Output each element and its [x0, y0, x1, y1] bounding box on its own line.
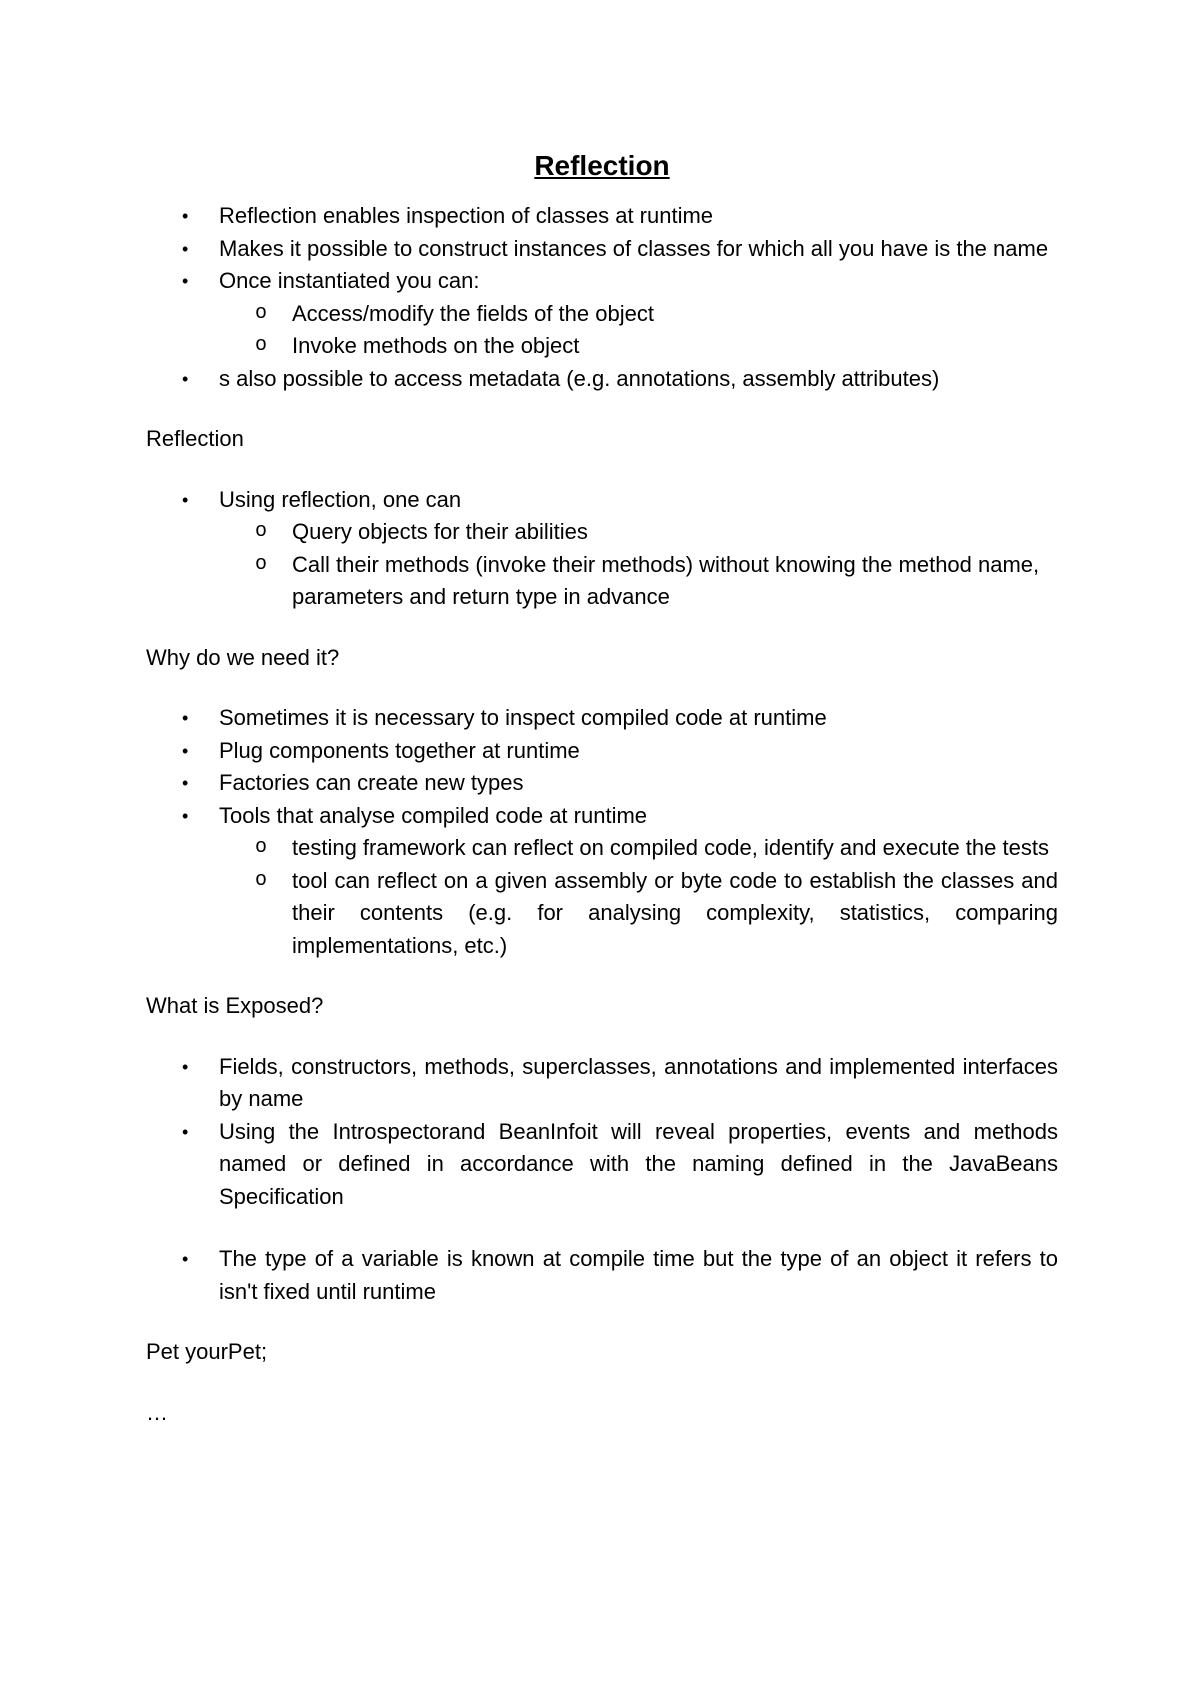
- section-heading-exposed: What is Exposed?: [146, 993, 324, 1018]
- bullet-icon: •: [182, 1249, 189, 1269]
- list-item: [146, 1116, 1058, 1214]
- document-content: [146, 146, 1058, 1457]
- list-item-text: Tools that analyse compiled code at runtime: [219, 802, 648, 828]
- bullet-icon: •: [182, 206, 189, 226]
- sub-list-item-text: testing framework can reflect on compiled code, identify and execute the tests: [292, 835, 1049, 860]
- list-item-text: Using reflection, one can: [219, 486, 462, 512]
- bullet-icon: •: [182, 489, 189, 510]
- intro-list: [146, 200, 1058, 395]
- sub-list: [219, 516, 1058, 614]
- list-item: [146, 484, 1058, 614]
- circle-bullet-icon: o: [255, 552, 268, 576]
- circle-bullet-icon: o: [255, 836, 268, 859]
- why-list: [146, 702, 1058, 962]
- reflection-list: [146, 484, 1058, 614]
- circle-bullet-icon: o: [255, 520, 268, 543]
- bullet-icon: •: [182, 238, 189, 259]
- sub-list: [219, 298, 1058, 363]
- list-item-text: Reflection enables inspection of classes at runtime: [219, 203, 714, 228]
- sub-list-item: [219, 298, 1058, 331]
- sub-list-item: [219, 549, 1058, 614]
- list-item: [146, 735, 1058, 768]
- sub-list-item-text: tool can reflect on a given assembly or byte code to establish the classes and their contents (e.g. for analysing complexity, statistics, comparing implementations, etc.): [292, 867, 1058, 958]
- list-item-text: Once instantiated you can:: [219, 268, 480, 293]
- list-item: [146, 265, 1058, 363]
- list-item: [146, 233, 1058, 266]
- bullet-icon: •: [182, 805, 189, 826]
- list-item-text: Fields, constructors, methods, superclasses, annotations and implemented interfaces by name: [219, 1053, 1058, 1111]
- sub-list-item: [219, 330, 1058, 363]
- bullet-icon: •: [182, 740, 189, 761]
- list-item-text: Using the Introspectorand BeanInfoit will reveal properties, events and methods named or defined in accordance with the naming defined in the JavaBeans Specification: [219, 1118, 1058, 1209]
- list-item: [146, 200, 1058, 233]
- section-heading-reflection: Reflection: [146, 426, 244, 451]
- bullet-icon: •: [182, 1121, 189, 1142]
- sub-list-item: [219, 832, 1058, 865]
- list-item-text: Makes it possible to construct instances of classes for which all you have is the name: [219, 235, 1049, 261]
- sub-list-item-text: Query objects for their abilities: [292, 519, 588, 544]
- circle-bullet-icon: o: [255, 334, 268, 357]
- list-item: [146, 1051, 1058, 1116]
- bullet-icon: •: [182, 271, 189, 291]
- list-item-text: s also possible to access metadata (e.g. annotations, assembly attributes): [219, 365, 940, 391]
- bullet-icon: •: [182, 1056, 189, 1077]
- list-item-text: Plug components together at runtime: [219, 737, 580, 763]
- code-line: Pet yourPet;: [146, 1339, 268, 1364]
- section-heading-why: Why do we need it?: [146, 644, 340, 670]
- bullet-icon: •: [182, 773, 189, 793]
- circle-bullet-icon: o: [255, 301, 268, 325]
- list-item: [146, 363, 1058, 396]
- list-item-text: Factories can create new types: [219, 770, 524, 795]
- list-item-text: The type of a variable is known at compile time but the type of an object it refers to isn't fixed until runtime: [219, 1246, 1058, 1304]
- exposed-list: [146, 1051, 1058, 1309]
- list-item: [146, 800, 1058, 963]
- ellipsis-line: …: [146, 1399, 168, 1425]
- list-item-text: Sometimes it is necessary to inspect compiled code at runtime: [219, 705, 827, 730]
- sub-list: [219, 832, 1058, 962]
- sub-list-item-text: Call their methods (invoke their methods) without knowing the method name, parameters and return type in advance: [292, 551, 1040, 609]
- list-item: [146, 702, 1058, 735]
- list-item: [146, 767, 1058, 800]
- page-title: Reflection: [534, 150, 670, 181]
- sub-list-item-text: Access/modify the fields of the object: [292, 300, 654, 326]
- bullet-icon: •: [182, 708, 189, 728]
- sub-list-item: [219, 516, 1058, 549]
- sub-list-item: [219, 865, 1058, 963]
- list-item: [146, 1243, 1058, 1308]
- sub-list-item-text: Invoke methods on the object: [292, 333, 580, 358]
- circle-bullet-icon: o: [255, 868, 268, 892]
- bullet-icon: •: [182, 368, 189, 389]
